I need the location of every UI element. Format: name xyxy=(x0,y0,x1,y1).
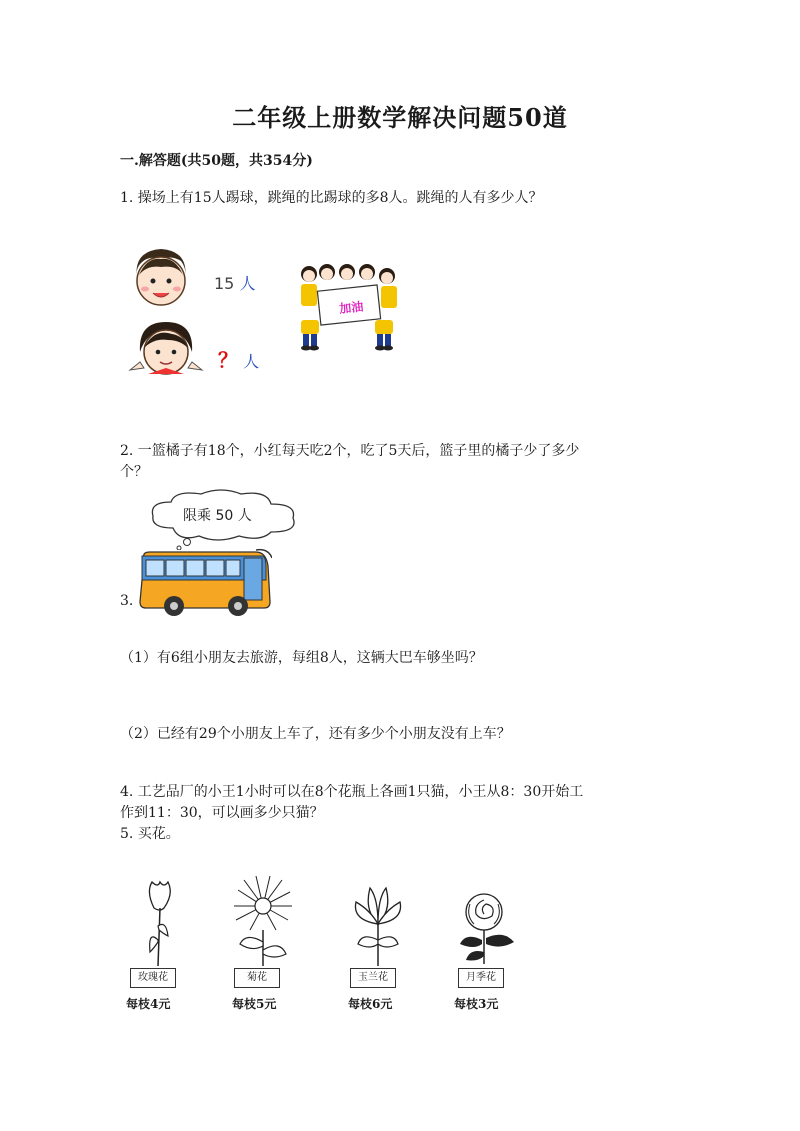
flower-price-chinese-rose: 每枝3元 xyxy=(454,997,499,1011)
question-3-number: 3. xyxy=(120,593,134,609)
boy-face-illustration xyxy=(125,245,200,310)
question-2-line1: 2. 一篮橘子有18个，小红每天吃2个，吃了5天后，篮子里的橘子少了多少 xyxy=(120,443,580,459)
question-5-text: 5. 买花。 xyxy=(120,826,180,842)
cheering-kids-illustration xyxy=(295,262,405,354)
count-15-label: 15 xyxy=(214,274,235,293)
question-4-line2: 作到11：30，可以画多少只猫？ xyxy=(120,805,324,821)
magnolia-flower-illustration xyxy=(350,880,406,968)
speech-cloud-illustration xyxy=(145,488,303,550)
section-heading: 一.解答题(共50题，共354分) xyxy=(120,153,313,169)
flower-price-chrysanthemum: 每枝5元 xyxy=(232,997,277,1011)
flower-label-magnolia: 玉兰花 xyxy=(350,968,396,988)
flower-price-rose: 每枝4元 xyxy=(126,997,171,1011)
flower-label-rose: 玫瑰花 xyxy=(130,968,176,988)
rose-flower-illustration xyxy=(136,880,186,970)
count-unit-label: 人 xyxy=(239,274,256,293)
banner-cheer-text: 加油 xyxy=(338,299,364,316)
question-3-sub-1: （1）有6组小朋友去旅游，每组8人，这辆大巴车够坐吗？ xyxy=(120,650,483,666)
question-2-line2: 个？ xyxy=(120,464,148,480)
flower-label-chinese-rose: 月季花 xyxy=(458,968,504,988)
chrysanthemum-flower-illustration xyxy=(230,876,296,968)
question-mark-icon: ？ xyxy=(218,348,238,372)
question-1-text: 1. 操场上有15人踢球，跳绳的比踢球的多8人。跳绳的人有多少人？ xyxy=(120,190,543,206)
page-title: 二年级上册数学解决问题50道 xyxy=(232,103,568,132)
unknown-unit-label: 人 xyxy=(243,352,260,371)
question-3-sub-2: （2）已经有29个小朋友上车了，还有多少个小朋友没有上车？ xyxy=(120,726,511,742)
bus-capacity-text: 限乘 50 人 xyxy=(183,508,252,524)
girl-face-illustration xyxy=(126,318,206,378)
bus-illustration xyxy=(138,548,272,618)
flower-price-magnolia: 每枝6元 xyxy=(348,997,393,1011)
chinese-rose-flower-illustration xyxy=(452,890,522,970)
question-4-line1: 4. 工艺品厂的小王1小时可以在8个花瓶上各画1只猫，小王从8：30开始工 xyxy=(120,784,584,800)
flower-label-chrysanthemum: 菊花 xyxy=(234,968,280,988)
